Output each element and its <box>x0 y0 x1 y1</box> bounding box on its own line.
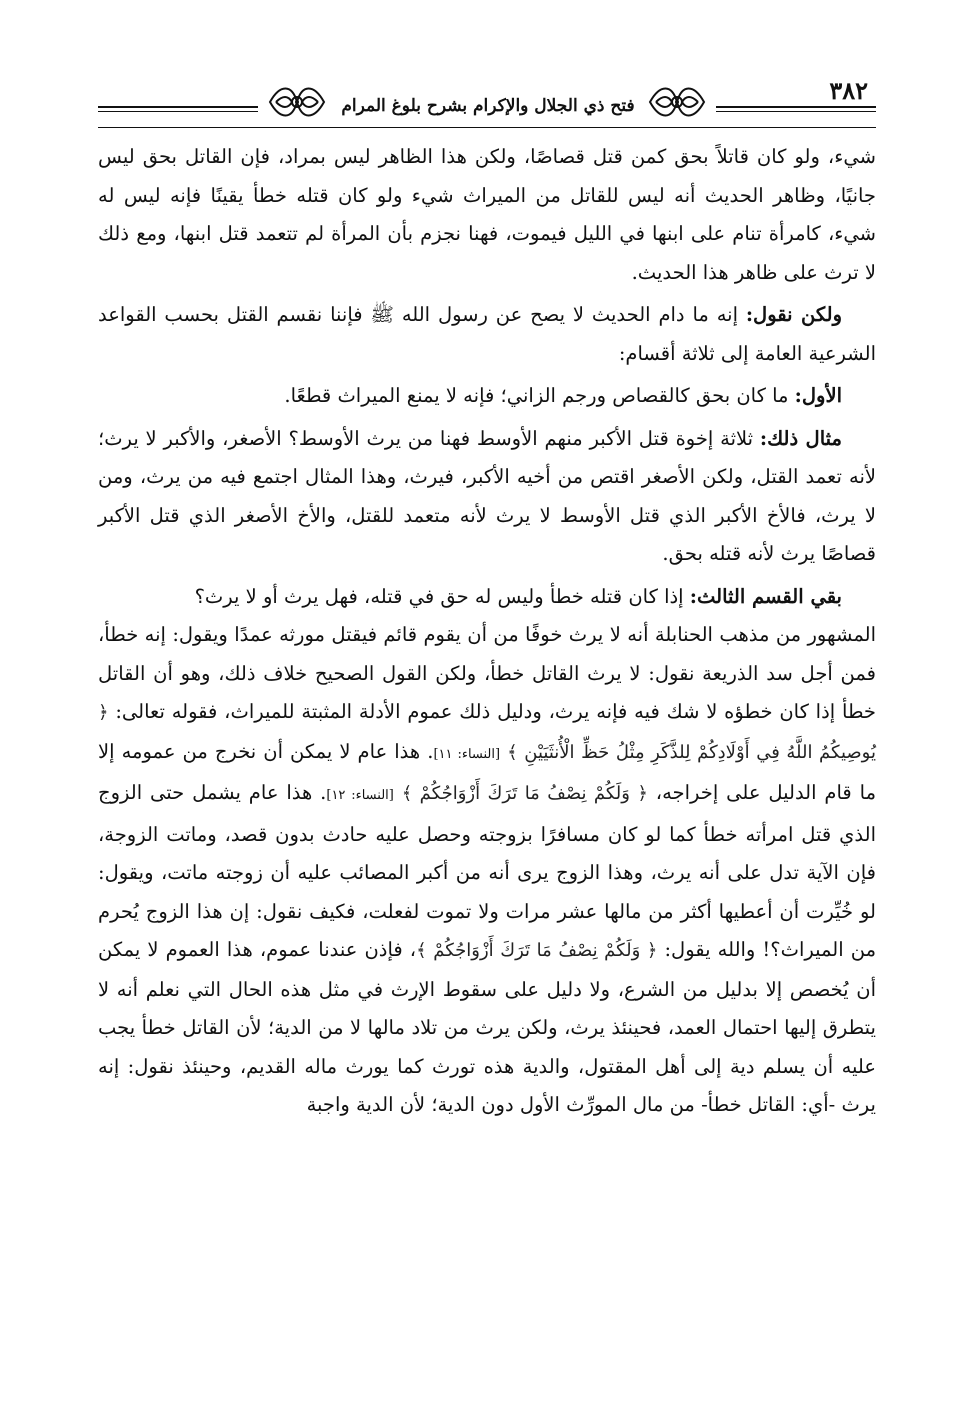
quran-verse: ﴿ يُوصِيكُمُ اللَّهُ فِي أَوْلَادِكُمْ لِلذَّكَرِ مِثْلُ حَظِّ الْأُنثَيَيْنِ ﴾ <box>98 702 876 763</box>
page-header <box>98 70 876 130</box>
paragraph-text: إنه ما دام الحديث لا يصح عن رسول الله ﷺ فإننا نقسم القتل بحسب القواعد الشرعية العامة إلى ثلاثة أقسام: <box>98 303 876 365</box>
header-rule-right <box>716 106 876 108</box>
header-rule-left-thin <box>98 111 258 112</box>
paragraph <box>98 616 876 1125</box>
quran-verse: ﴿ وَلَكُمْ نِصْفُ مَا تَرَكَ أَزْوَاجُكُمْ ﴾ <box>401 783 648 804</box>
paragraph <box>98 578 876 617</box>
paragraph-text: . هذا عام لا يمكن أن نخرج من عمومه إلا ما قام الدليل على إخراجه، <box>98 739 877 804</box>
header-rule-right-thin <box>716 111 876 112</box>
paragraph-text: ، فإذن عندنا عموم، هذا العموم لا يمكن أن يُخصص إلا بدليل من الشرع، ولا دليل على سقوط الإرث في مثل هذه الحال التي نعلم أنه لا يتطرق إليها احتمال العمد، فحينئذ يرث، ولكن يرث من تلاد مالها لا من الدية؛ لأن القاتل خطأ يجب عليه أن يسلم دية إلى أهل المقتول، والدية هذه تورث كما يورث ماله القديم، وحينئذ نقول: إنه يرث -أي: القاتل خطأ- من مال المورِّث الأول دون الدية؛ لأن الدية واجبة <box>98 938 876 1116</box>
paragraph <box>98 377 876 416</box>
verse-reference: [النساء: ١٢] <box>326 788 394 803</box>
header-rule-bottom <box>98 127 876 128</box>
paragraph-text: إذا كان قتله خطأ وليس له حق في قتله، فهل يرث أو لا يرث؟ <box>194 584 690 608</box>
running-title: فتح ذي الجلال والإكرام بشرح بلوغ المرام <box>341 96 635 116</box>
paragraph <box>98 296 876 373</box>
page-number: ٣٨٢ <box>829 76 868 105</box>
paragraph-text: . هذا عام يشمل حتى الزوج الذي قتل امرأته خطأ كما لو كان مسافرًا بزوجته وحصل عليه حادث بدون قصد، وماتت الزوجة، فإن الآية تدل على أنه يرث، وهذا الزوج يرى أنه من أكبر المصائب عليه أن زوجته ماتت، ويقول: لو خُيِّرت أن أعطيها أكثر من مالها عشر مرات ولا تموت لفعلت، فكيف نقول: إن هذا الزوج يُحرم من الميراث؟! والله يقول: <box>98 781 877 961</box>
paragraph-text: ثلاثة إخوة قتل الأكبر منهم الأوسط فهنا من يرث الأوسط؟ الأصغر، والأكبر لا يرث؛ لأنه تعمد القتل، ولكن الأصغر اقتص من أخيه الأكبر، فيرث، وهذا المثال اجتمع فيه من يرث، ومن لا يرث، فالأخ الأكبر الذي قتل الأوسط لا يرث لأنه متعمد للقتل، والأخ الأصغر الذي قتل الأكبر قصاصًا يرث لأنه قتله بحق. <box>98 426 876 565</box>
paragraph <box>98 420 876 574</box>
bold-lead-term: الأول: <box>794 384 842 407</box>
bold-lead-term: بقي القسم الثالث: <box>689 584 842 608</box>
verse-reference: [النساء: ١١] <box>433 746 501 762</box>
bold-lead-term: مثال ذلك: <box>759 426 842 450</box>
paragraph-text: ما كان بحق كالقصاص ورجم الزاني؛ فإنه لا يمنع الميراث قطعًا. <box>284 384 795 407</box>
page-body <box>98 138 876 1125</box>
header-rule-left <box>98 106 258 108</box>
paragraph-text: المشهور من مذهب الحنابلة أنه لا يرث خوفًا من أن يقوم قائم فيقتل مورثه عمدًا ويقول: إنه خطأ، فمن أجل سد الذريعة نقول: لا يرث القاتل خطأ، ولكن القول الصحيح خلاف ذلك، وهو أن القاتل خطأ إذا كان خطؤه لا شك فيه فإنه يرث، ودليل ذلك عموم الأدلة المثبتة للميراث، فقوله تعالى: <box>98 623 876 723</box>
quran-verse: ﴿ وَلَكُمْ نِصْفُ مَا تَرَكَ أَزْوَاجُكُمْ ﴾ <box>416 940 658 961</box>
bold-lead-term: ولكن نقول: <box>745 303 842 326</box>
arabesque-ornament-icon <box>646 80 708 124</box>
arabesque-ornament-icon <box>266 80 328 124</box>
paragraph: شيء، ولو كان قاتلاً بحق كمن قتل قصاصًا، ولكن هذا الظاهر ليس بمراد، فإن القاتل بحق ليس جانيًا، وظاهر الحديث أنه ليس للقاتل من الميراث شيء ولو كان قتله خطأ يقينًا فإنه ليس له شيء، كامرأة تنام على ابنها في الليل فيموت، فهنا نجزم بأن المرأة لم تتعمد قتل ابنها، ومع ذلك لا ترث على ظاهر هذا الحديث. <box>98 145 876 284</box>
